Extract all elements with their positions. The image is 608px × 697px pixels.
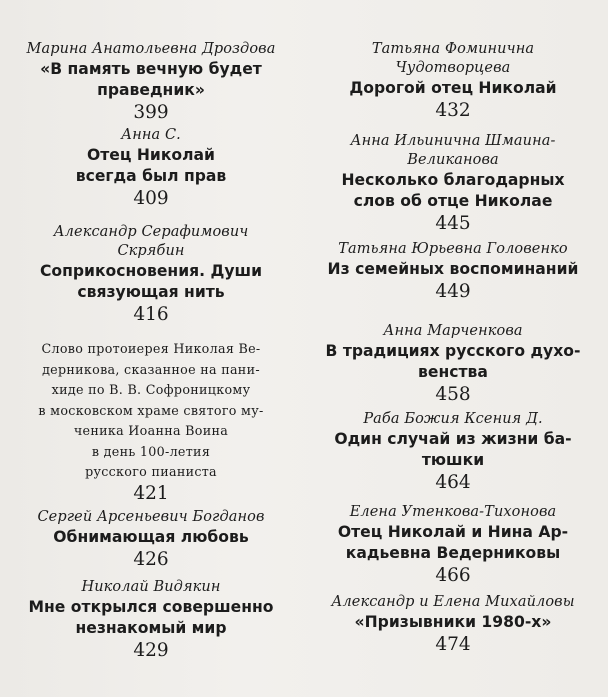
entry-author: Александр и Елена Михайловы xyxy=(331,594,575,610)
entry-author: Сергей Арсеньевич Богданов xyxy=(37,509,265,525)
toc-entry xyxy=(303,593,603,657)
entry-page-number: 464 xyxy=(435,472,471,493)
toc-entry xyxy=(6,508,296,572)
toc-entry xyxy=(303,503,603,588)
toc-entry xyxy=(6,339,296,506)
entry-author: Анна Ильинична Шмаина- Великанова xyxy=(350,133,556,168)
entry-title: В традициях русского духо- венства xyxy=(325,342,581,381)
entry-page-number: 429 xyxy=(133,640,169,661)
bleed-through-text xyxy=(380,0,600,14)
entry-page-number: 432 xyxy=(435,100,471,121)
entry-author: Анна С. xyxy=(121,127,181,143)
entry-title: Из семейных воспоминаний xyxy=(327,260,579,278)
toc-entry xyxy=(6,223,296,327)
entry-page-number: 445 xyxy=(435,213,471,234)
entry-title: Обнимающая любовь xyxy=(53,528,249,546)
entry-title: Несколько благодарных слов об отце Николае xyxy=(341,171,565,210)
entry-title: Соприкосновения. Души связующая нить xyxy=(39,262,263,301)
entry-title: Дорогой отец Николай xyxy=(349,79,557,97)
toc-entry xyxy=(303,132,603,236)
entry-author: Татьяна Юрьевна Головенко xyxy=(338,241,568,257)
entry-page-number: 416 xyxy=(133,304,169,325)
toc-entry xyxy=(6,126,296,211)
entry-page-number: 466 xyxy=(435,565,471,586)
entry-page-number: 409 xyxy=(133,188,169,209)
entry-title: «В память вечную будет праведник» xyxy=(40,60,262,99)
entry-page-number: 426 xyxy=(133,549,169,570)
entry-page-number: 458 xyxy=(435,384,471,405)
toc-entry xyxy=(303,410,603,495)
entry-title: Отец Николай и Нина Ар- кадьевна Ведерниковы xyxy=(337,523,569,562)
entry-author: Александр Серафимович Скрябин xyxy=(53,224,249,259)
entry-author: Николай Видякин xyxy=(81,579,221,595)
entry-title: Один случай из жизни ба- тюшки xyxy=(334,430,572,469)
entry-author: Раба Божия Ксения Д. xyxy=(363,411,543,427)
entry-author: Елена Утенкова-Тихонова xyxy=(349,504,557,520)
entry-title: Мне открылся совершенно незнакомый мир xyxy=(28,598,274,637)
toc-entry xyxy=(303,40,603,123)
entry-description: Слово протоиерея Николая Ве- дерникова, сказанное на пани- хиде по В. В. Софроницкому в московском храме святого му- ченика Иоанна Воина в день 100-летия русского пианиста xyxy=(38,341,264,479)
entry-page-number: 399 xyxy=(133,102,169,123)
entry-author: Анна Марченкова xyxy=(383,323,523,339)
toc-entry xyxy=(303,322,603,407)
entry-author: Татьяна Фоминична Чудотворцева xyxy=(371,41,535,76)
entry-author: Марина Анатольевна Дроздова xyxy=(26,41,276,57)
entry-page-number: 449 xyxy=(435,281,471,302)
toc-entry xyxy=(6,578,296,663)
entry-title: «Призывники 1980-х» xyxy=(354,613,552,631)
entry-title: Отец Николай всегда был прав xyxy=(75,146,227,185)
entry-page-number: 421 xyxy=(133,482,169,504)
toc-entry xyxy=(303,240,603,304)
entry-page-number: 474 xyxy=(435,634,471,655)
toc-entry xyxy=(6,40,296,125)
